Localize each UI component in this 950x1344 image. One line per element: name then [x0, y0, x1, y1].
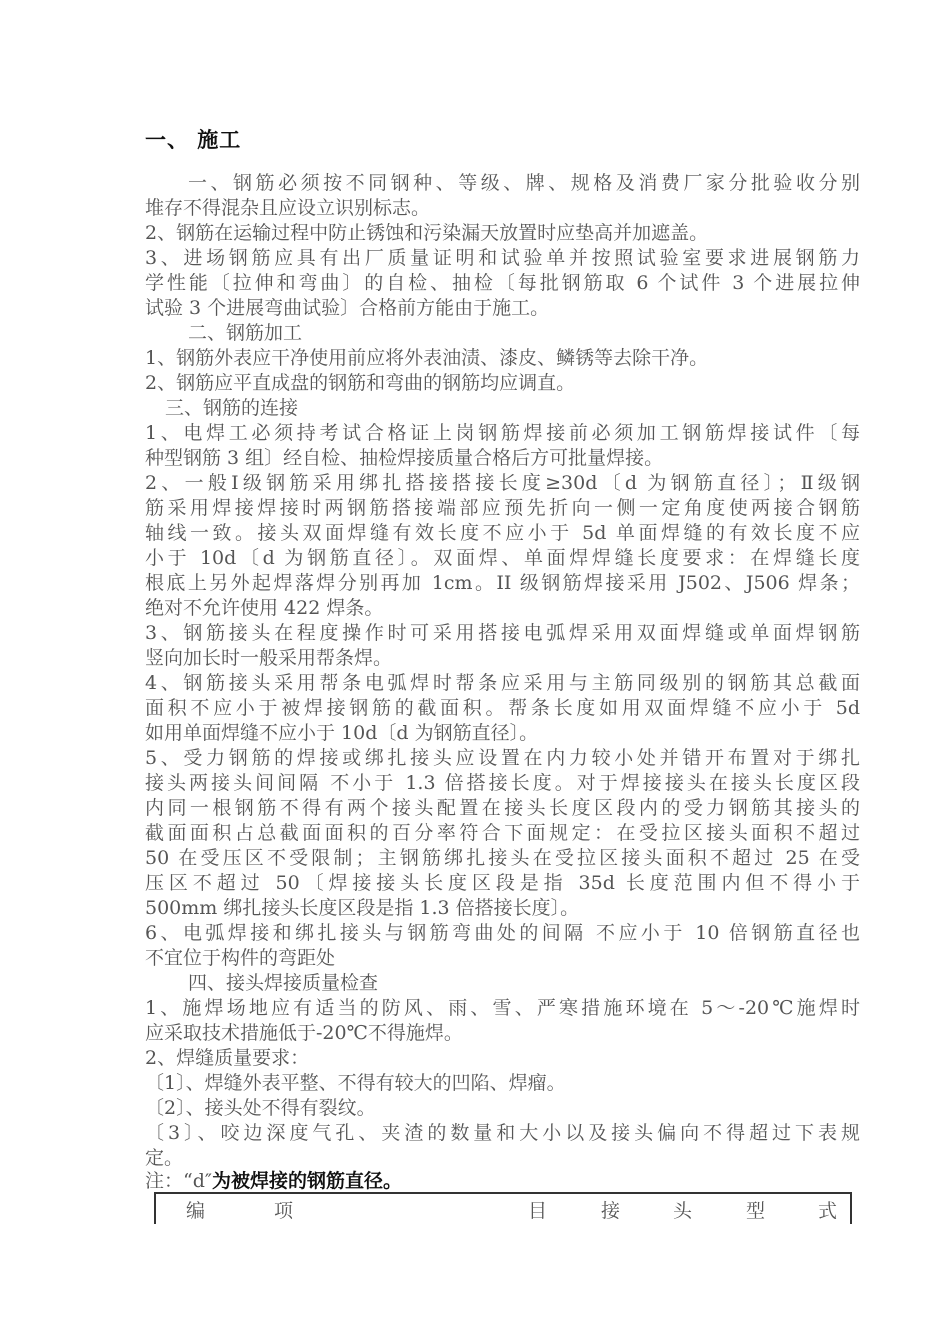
paragraph-line: 接头两接头间间隔 不小于 1.3 倍搭接长度。对于焊接接头在接头长度区段 — [145, 772, 860, 794]
note-text: 为被焊接的钢筋直径。 — [211, 1170, 402, 1192]
paragraph-line: 学性能〔拉伸和弯曲〕的自检、抽检〔每批钢筋取 6 个试件 3 个进展拉伸 — [145, 272, 860, 294]
paragraph-line: 试验 3 个进展弯曲试验〕合格前方能由于施工。 — [145, 297, 550, 319]
paragraph-line: 面积不应小于被焊接钢筋的截面积。帮条长度如用双面焊缝不应小于 5d — [145, 697, 860, 719]
table-header-cell: 接 — [601, 1200, 621, 1222]
paragraph-line: 5、受力钢筋的焊接或绑扎接头应设置在内力较小处并错开布置对于绑扎 — [145, 747, 860, 769]
paragraph-line: 应采取技术措施低于-20℃不得施焊。 — [145, 1022, 463, 1044]
paragraph-line: 1、施焊场地应有适当的防风、雨、雪、严寒措施环境在 5～-20℃施焊时 — [145, 997, 860, 1019]
table-header-cell: 型 — [746, 1200, 766, 1222]
paragraph-line: 不宜位于构件的弯距处 — [145, 947, 336, 969]
section-title: 一、 施工 — [145, 127, 242, 152]
paragraph-line: 2、一般Ⅰ级钢筋采用绑扎搭接搭接长度≥30d〔d 为钢筋直径〕；Ⅱ级钢 — [145, 472, 860, 494]
paragraph-line: 〔2〕、接头处不得有裂纹。 — [145, 1097, 376, 1119]
table-header-cell: 式 — [818, 1200, 838, 1222]
paragraph-line: 截面面积占总截面面积的百分率符合下面规定：在受拉区接头面积不超过 — [145, 822, 860, 844]
paragraph-line: 定。 — [145, 1147, 184, 1169]
note-prefix: 注：“d″ — [145, 1170, 212, 1192]
paragraph-line: 500mm 绑扎接头长度区段是指 1.3 倍搭接长度〕。 — [145, 897, 580, 919]
note — [145, 1169, 860, 1194]
paragraph-line: 1、电焊工必须持考试合格证上岗钢筋焊接前必须加工钢筋焊接试件〔每 — [145, 422, 860, 444]
paragraph-line: 内同一根钢筋不得有两个接头配置在接头长度区段内的受力钢筋其接头的 — [145, 797, 860, 819]
subheading: 四、接头焊接质量检查 — [188, 972, 379, 994]
paragraph-line: 小于 10d〔d 为钢筋直径〕。双面焊、单面焊焊缝长度要求：在焊缝长度 — [145, 547, 860, 569]
table-header-cell: 头 — [673, 1200, 693, 1222]
paragraph-line: 6、电弧焊接和绑扎接头与钢筋弯曲处的间隔 不应小于 10 倍钢筋直径也 — [145, 922, 860, 944]
subheading: 三、钢筋的连接 — [165, 397, 299, 419]
subheading: 二、钢筋加工 — [188, 322, 303, 344]
paragraph-line: 2、钢筋应平直成盘的钢筋和弯曲的钢筋均应调直。 — [145, 372, 576, 394]
paragraph-line: 4、钢筋接头采用帮条电弧焊时帮条应采用与主筋同级别的钢筋其总截面 — [145, 672, 860, 694]
paragraph-line: 〔1〕、焊缝外表平整、不得有较大的凹陷、焊瘤。 — [145, 1072, 566, 1094]
paragraph-line: 绝对不允许使用 422 焊条。 — [145, 597, 384, 619]
paragraph-line: 筋采用焊接焊接时两钢筋搭接端部应预先折向一侧一定角度使两接合钢筋 — [145, 497, 860, 519]
paragraph-line: 竖向加长时一般采用帮条焊。 — [145, 647, 393, 669]
paragraph-line: 根底上另外起焊落焊分别再加 1cm。II 级钢筋焊接采用 J502、J506 焊条； — [145, 572, 860, 594]
paragraph-line: 堆存不得混杂且应设立识别标志。 — [145, 197, 431, 219]
paragraph-line: 如用单面焊缝不应小于 10d〔d 为钢筋直径〕。 — [145, 722, 539, 744]
paragraph-line: 2、钢筋在运输过程中防止锈蚀和污染漏天放置时应垫高并加遮盖。 — [145, 222, 709, 244]
paragraph-line: 2、焊缝质量要求： — [145, 1047, 310, 1069]
paragraph-line: 一、钢筋必须按不同钢种、等级、牌、规格及消费厂家分批验收分别 — [188, 172, 860, 194]
paragraph-line: 种型钢筋 3 组〕经自检、抽检焊接质量合格后方可批量焊接。 — [145, 447, 664, 469]
paragraph-line: 3、钢筋接头在程度操作时可采用搭接电弧焊采用双面焊缝或单面焊钢筋 — [145, 622, 860, 644]
paragraph-line: 〔3〕、咬边深度气孔、夹渣的数量和大小以及接头偏向不得超过下表规 — [145, 1122, 860, 1144]
paragraph-line: 3、进场钢筋应具有出厂质量证明和试验单并按照试验室要求进展钢筋力 — [145, 247, 860, 269]
paragraph-line: 1、钢筋外表应干净使用前应将外表油渍、漆皮、鳞锈等去除干净。 — [145, 347, 709, 369]
paragraph-line: 压区不超过 50〔焊接接头长度区段是指 35d 长度范围内但不得小于 — [145, 872, 860, 894]
table-header-cell: 编 — [186, 1200, 206, 1222]
table-header-cell: 目 — [528, 1200, 548, 1222]
table-header — [154, 1192, 852, 1224]
paragraph-line: 轴线一致。接头双面焊缝有效长度不应小于 5d 单面焊缝的有效长度不应 — [145, 522, 860, 544]
paragraph-line: 50 在受压区不受限制；主钢筋绑扎接头在受拉区接头面积不超过 25 在受 — [145, 847, 860, 869]
table-header-cell: 项 — [274, 1200, 294, 1222]
